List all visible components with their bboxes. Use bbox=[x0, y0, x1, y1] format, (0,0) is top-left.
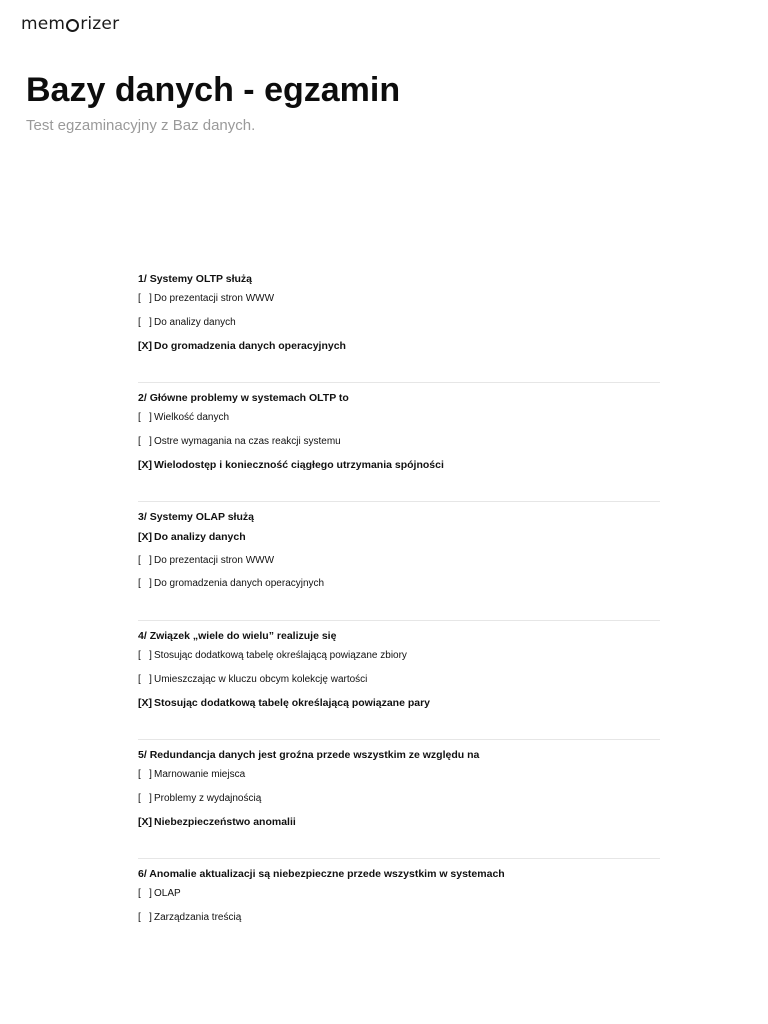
answer-mark: [ ] bbox=[138, 673, 152, 685]
answer-mark: [ ] bbox=[138, 435, 152, 447]
question-block bbox=[138, 382, 660, 501]
page-title: Bazy danych - egzamin bbox=[26, 71, 401, 109]
answer-option bbox=[138, 649, 660, 663]
logo-text-start: mem bbox=[21, 14, 66, 34]
answer-text: Do analizy danych bbox=[154, 531, 246, 543]
question-block bbox=[138, 264, 660, 382]
answer-mark: [X] bbox=[138, 340, 152, 352]
question-number: 1/ bbox=[138, 273, 147, 285]
question-title bbox=[138, 629, 660, 643]
answer-text: Umieszczając w kluczu obcym kolekcję wartości bbox=[154, 673, 368, 685]
answer-mark: [ ] bbox=[138, 888, 152, 899]
question-title bbox=[138, 867, 660, 881]
answer-text: Wielodostęp i konieczność ciągłego utrzymania spójności bbox=[154, 459, 444, 471]
question-block bbox=[138, 858, 660, 977]
answer-option-correct bbox=[138, 815, 660, 829]
question-number: 2/ bbox=[138, 392, 147, 404]
answer-mark: [ ] bbox=[138, 792, 152, 804]
answer-option bbox=[138, 911, 660, 925]
question-block bbox=[138, 739, 660, 858]
question-block bbox=[138, 620, 660, 739]
answer-option bbox=[138, 554, 660, 568]
answer-mark: [ ] bbox=[138, 578, 152, 589]
answer-option bbox=[138, 292, 660, 306]
answer-text: Do gromadzenia danych operacyjnych bbox=[154, 340, 346, 352]
answer-option bbox=[138, 316, 660, 330]
answer-option-correct bbox=[138, 530, 660, 544]
answer-mark: [X] bbox=[138, 816, 152, 828]
answer-option bbox=[138, 887, 660, 901]
answer-mark: [X] bbox=[138, 459, 152, 471]
answer-text: Problemy z wydajnością bbox=[154, 792, 262, 804]
logo-ring-icon bbox=[66, 19, 79, 32]
page-subtitle: Test egzaminacyjny z Baz danych. bbox=[26, 117, 256, 134]
answer-text: Wielkość danych bbox=[154, 412, 230, 423]
answer-text: Zarządzania treścią bbox=[154, 911, 242, 923]
answer-option bbox=[138, 768, 660, 782]
answer-text: Niebezpieczeństwo anomalii bbox=[154, 816, 296, 828]
answer-option bbox=[138, 577, 660, 591]
question-title bbox=[138, 391, 660, 405]
answer-option bbox=[138, 411, 660, 425]
answer-mark: [X] bbox=[138, 531, 152, 543]
answer-mark: [X] bbox=[138, 697, 152, 709]
question-text: Systemy OLAP służą bbox=[149, 511, 254, 523]
question-text: Główne problemy w systemach OLTP to bbox=[149, 392, 349, 404]
answer-option-correct bbox=[138, 696, 660, 710]
answer-text: Stosując dodatkową tabelę określającą powiązane zbiory bbox=[154, 650, 407, 661]
answer-text: Do prezentacji stron WWW bbox=[154, 293, 275, 304]
logo-text-end: rizer bbox=[80, 14, 120, 34]
question-text: Anomalie aktualizacji są niebezpieczne przede wszystkim w systemach bbox=[149, 868, 505, 880]
question-number: 3/ bbox=[138, 511, 147, 523]
answer-option-correct bbox=[138, 458, 660, 472]
answer-option bbox=[138, 673, 660, 687]
answer-text: Do prezentacji stron WWW bbox=[154, 554, 275, 566]
question-title bbox=[138, 748, 660, 762]
answer-text: Marnowanie miejsca bbox=[154, 769, 246, 780]
answer-mark: [ ] bbox=[138, 412, 152, 423]
answer-mark: [ ] bbox=[138, 911, 152, 923]
answer-text: Stosując dodatkową tabelę określającą powiązane pary bbox=[154, 697, 431, 709]
answer-option bbox=[138, 435, 660, 449]
question-title bbox=[138, 510, 660, 524]
answer-mark: [ ] bbox=[138, 650, 152, 661]
answer-mark: [ ] bbox=[138, 554, 152, 566]
answer-text: Ostre wymagania na czas reakcji systemu bbox=[154, 435, 341, 447]
question-number: 6/ bbox=[138, 868, 147, 880]
answer-mark: [ ] bbox=[138, 769, 152, 780]
answer-text: Do analizy danych bbox=[154, 316, 236, 328]
question-block bbox=[138, 501, 660, 620]
question-number: 4/ bbox=[138, 630, 147, 642]
answer-mark: [ ] bbox=[138, 316, 152, 328]
question-title bbox=[138, 272, 660, 286]
answer-option-correct bbox=[138, 339, 660, 353]
question-text: Systemy OLTP służą bbox=[149, 273, 253, 285]
question-text: Związek „wiele do wielu” realizuje się bbox=[149, 630, 337, 642]
answer-text: Do gromadzenia danych operacyjnych bbox=[154, 578, 325, 589]
answer-text: OLAP bbox=[154, 888, 181, 899]
answer-mark: [ ] bbox=[138, 293, 152, 304]
question-number: 5/ bbox=[138, 749, 147, 761]
question-text: Redundancja danych jest groźna przede wszystkim ze względu na bbox=[149, 749, 480, 761]
answer-option bbox=[138, 792, 660, 806]
question-list bbox=[138, 264, 660, 977]
memorizer-logo[interactable] bbox=[21, 12, 119, 36]
